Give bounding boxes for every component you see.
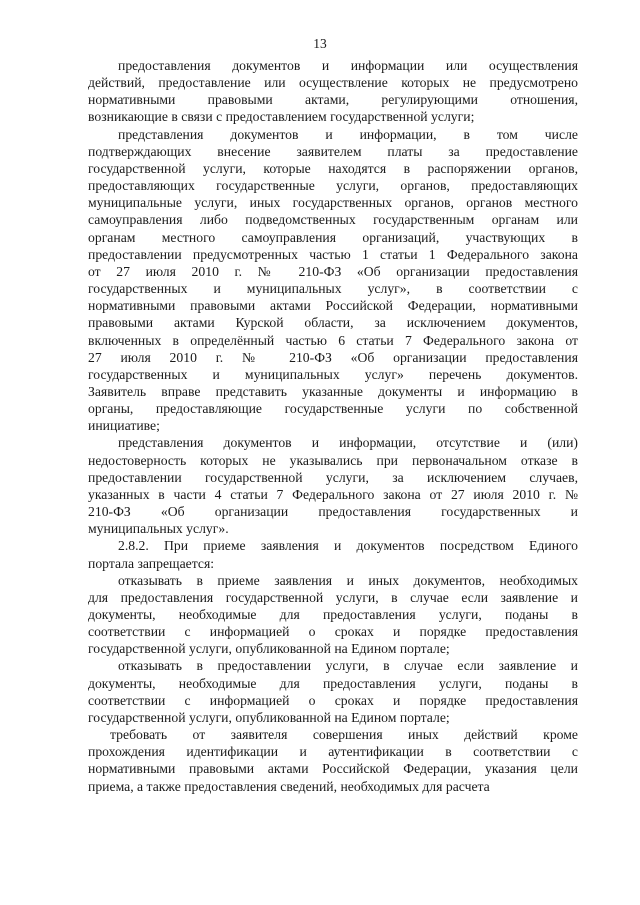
paragraph-line: муниципальные услуги, иных государственных органов, органов местного (88, 195, 578, 211)
paragraph-line: действий, предоставление или осуществление которых не предусмотрено (88, 75, 578, 91)
paragraph-p4 (88, 537, 578, 571)
paragraph-p3 (88, 434, 578, 537)
paragraph-line: предоставлении предусмотренных частью 1 статьи 1 Федерального закона (88, 246, 578, 262)
paragraph-line: государственной услуги, опубликованной на Едином портале; (88, 709, 450, 725)
paragraph-line: требовать от заявителя совершения иных действий кроме (110, 727, 578, 743)
paragraph-line: 210-ФЗ «Об организации предоставления государственных и (88, 504, 578, 520)
paragraph-line: возникающие в связи с предоставлением государственной услуги; (88, 109, 475, 125)
paragraph-line: представления документов и информации, отсутствие и (или) (118, 435, 578, 451)
paragraph-line: 27 июля 2010 г. № 210-ФЗ «Об организации предоставления (88, 349, 578, 365)
paragraph-line: прохождения идентификации и аутентификации в соответствии с (88, 744, 578, 760)
paragraph-line: предоставлении государственной услуги, за исключением случаев, (88, 469, 578, 485)
paragraph-line: приема, а также предоставления сведений, необходимых для расчета (88, 778, 490, 794)
paragraph-p2 (88, 126, 578, 435)
paragraph-line: соответствии с информацией о сроках и порядке предоставления (88, 692, 578, 708)
paragraph-line: нормативными правовыми актами Российской Федерации, нормативными (88, 298, 578, 314)
document-body (88, 57, 578, 795)
paragraph-p5 (88, 572, 578, 658)
paragraph-line: представления документов и информации, в том числе (118, 126, 578, 142)
paragraph-line: органам местного самоуправления организаций, участвующих в (88, 229, 578, 245)
paragraph-line: государственных и муниципальных услуг» перечень документов. (88, 366, 578, 382)
paragraph-p6 (88, 657, 578, 726)
paragraph-line: муниципальных услуг». (88, 521, 229, 537)
paragraph-line: 2.8.2. При приеме заявления и документов посредством Единого (118, 538, 578, 554)
paragraph-line: включенных в определённый частью 6 статьи 7 Федерального закона от (88, 332, 578, 348)
paragraph-p7 (88, 726, 578, 795)
paragraph-line: правовыми актами Курской области, за исключением документов, (88, 315, 578, 331)
paragraph-line: от 27 июля 2010 г. № 210-ФЗ «Об организации предоставления (88, 263, 578, 279)
paragraph-line: соответствии с информацией о сроках и порядке предоставления (88, 624, 578, 640)
paragraph-line: государственной услуги, опубликованной на Едином портале; (88, 641, 450, 657)
paragraph-line: государственной услуги, которые находятся в распоряжении органов, (88, 160, 578, 176)
paragraph-line: нормативными правовыми актами, регулирующими отношения, (88, 92, 578, 108)
paragraph-p1 (88, 57, 578, 126)
paragraph-line: органы, предоставляющие государственные услуги по собственной (88, 401, 578, 417)
paragraph-line: предоставляющих государственные услуги, органов, предоставляющих (88, 178, 578, 194)
paragraph-line: портала запрещается: (88, 555, 215, 571)
paragraph-line: подтверждающих внесение заявителем платы за предоставление (88, 143, 578, 159)
paragraph-line: инициативе; (88, 418, 160, 434)
paragraph-line: Заявитель вправе представить указанные документы и информацию в (88, 383, 578, 399)
paragraph-line: предоставления документов и информации или осуществления (118, 58, 578, 73)
paragraph-line: документы, необходимые для предоставления услуги, поданы в (88, 607, 578, 622)
paragraph-line: для предоставления государственной услуги, в случае если заявление и (88, 589, 578, 605)
paragraph-line: отказывать в предоставлении услуги, в случае если заявление и (118, 658, 578, 674)
paragraph-line: документы, необходимые для предоставления услуги, поданы в (88, 675, 578, 691)
paragraph-line: отказывать в приеме заявления и иных документов, необходимых (118, 572, 578, 588)
paragraph-line: самоуправления либо подведомственных государственным органам или (88, 212, 578, 228)
paragraph-line: указанных в части 4 статьи 7 Федерального закона от 27 июля 2010 г. № (88, 486, 578, 502)
paragraph-line: нормативными правовыми актами Российской Федерации, указания цели (88, 761, 578, 777)
paragraph-line: государственных и муниципальных услуг», в соответствии с (88, 281, 578, 297)
page-number: 13 (313, 36, 327, 51)
paragraph-line: недостоверность которых не указывались при первоначальном отказе в (88, 452, 578, 468)
